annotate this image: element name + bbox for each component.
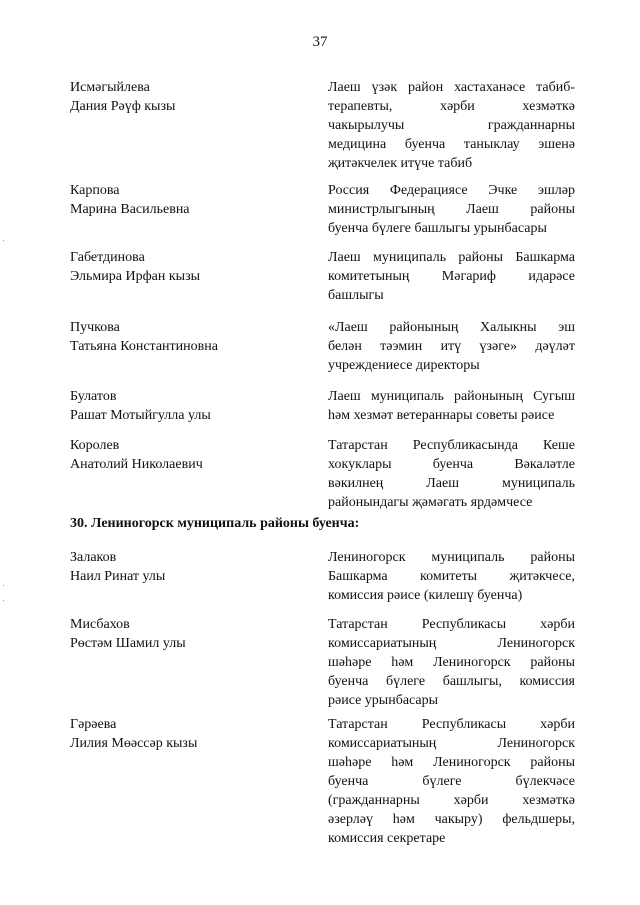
- member-surname: Пучкова: [70, 320, 120, 335]
- member-name: [70, 615, 300, 653]
- member-given-names: Татьяна Константиновна: [70, 339, 218, 354]
- member-given-names: Эльмира Ирфан кызы: [70, 269, 201, 284]
- member-name: [70, 436, 300, 474]
- member-surname: Королев: [70, 438, 120, 453]
- member-given-names: Анатолий Николаевич: [70, 457, 203, 472]
- member-name: [70, 548, 300, 586]
- member-given-names: Марина Васильевна: [70, 202, 190, 217]
- section-heading: 30. Лениногорск муниципаль районы буенча:: [70, 516, 360, 531]
- member-position: [328, 387, 575, 425]
- position-line: комиссия секретаре: [328, 831, 446, 846]
- member-position: [328, 715, 575, 848]
- member-surname: Булатов: [70, 389, 117, 404]
- position-line: Татарстан Республикасында Кеше: [328, 438, 575, 453]
- member-position: [328, 181, 575, 238]
- member-position: [328, 318, 575, 375]
- member-given-names: Наил Ринат улы: [70, 569, 166, 584]
- position-line: терапевты, хәрби хезмәткә: [328, 99, 575, 114]
- member-name: [70, 181, 300, 219]
- position-line: Лаеш үзәк район хастаханәсе табиб-: [328, 80, 575, 95]
- member-position: [328, 436, 575, 512]
- position-line: шәһәре һәм Лениногорск районы: [328, 755, 575, 770]
- position-line: белән тәэмин итү үзәге» дәүләт: [328, 339, 575, 354]
- member-name: [70, 387, 300, 425]
- member-name: [70, 318, 300, 356]
- position-line: Башкарма комитеты җитәкчесе,: [328, 569, 575, 584]
- position-line: Лаеш муниципаль районы Башкарма: [328, 250, 575, 265]
- position-line: медицина буенча таныклау эшенә: [328, 137, 575, 152]
- member-given-names: Рашат Мотыйгулла улы: [70, 408, 211, 423]
- position-line: буенча бүлеге башлыгы, комиссия: [328, 674, 575, 689]
- member-given-names: Дания Рәүф кызы: [70, 99, 176, 114]
- position-line: Лаеш муниципаль районының Сугыш: [328, 389, 575, 404]
- position-line: рәисе урынбасары: [328, 693, 439, 708]
- member-surname: Гәрәева: [70, 717, 117, 732]
- position-line: министрлыгының Лаеш районы: [328, 202, 575, 217]
- member-name: [70, 715, 300, 753]
- position-line: әзерләү һәм чакыру) фельдшеры,: [328, 812, 575, 827]
- member-name: [70, 78, 300, 116]
- position-line: (гражданнарны хәрби хезмәткә: [328, 793, 575, 808]
- member-surname: Габетдинова: [70, 250, 145, 265]
- position-line: шәһәре һәм Лениногорск районы: [328, 655, 575, 670]
- member-position: [328, 78, 575, 173]
- scan-mark: [3, 585, 4, 586]
- member-surname: Залаков: [70, 550, 117, 565]
- member-given-names: Лилия Мөәссәр кызы: [70, 736, 198, 751]
- position-line: учреждениесе директоры: [328, 358, 480, 373]
- position-line: чакырылучы гражданнарны: [328, 118, 575, 133]
- member-given-names: Рөстәм Шамил улы: [70, 636, 186, 651]
- position-line: «Лаеш районының Халыкны эш: [328, 320, 575, 335]
- position-line: Россия Федерациясе Эчке эшләр: [328, 183, 575, 198]
- position-line: комиссариатының Лениногорск: [328, 736, 575, 751]
- position-line: комиссариатының Лениногорск: [328, 636, 575, 651]
- member-surname: Карпова: [70, 183, 120, 198]
- position-line: комиссия рәисе (килешү буенча): [328, 588, 523, 603]
- member-name: [70, 248, 300, 286]
- position-line: Татарстан Республикасы хәрби: [328, 717, 575, 732]
- position-line: вәкилнең Лаеш муниципаль: [328, 476, 575, 491]
- position-line: һәм хезмәт ветераннары советы рәисе: [328, 408, 555, 423]
- member-surname: Исмәгыйлева: [70, 80, 150, 95]
- member-position: [328, 248, 575, 305]
- member-position: [328, 615, 575, 710]
- position-line: Татарстан Республикасы хәрби: [328, 617, 575, 632]
- position-line: хокуклары буенча Вәкаләтле: [328, 457, 575, 472]
- page-number: 37: [312, 34, 328, 50]
- position-line: районындагы җәмәгать ярдәмчесе: [328, 495, 533, 510]
- member-surname: Мисбахов: [70, 617, 130, 632]
- position-line: буенча бүлеге бүлекчәсе: [328, 774, 575, 789]
- position-line: Лениногорск муниципаль районы: [328, 550, 575, 565]
- position-line: буенча бүлеге башлыгы урынбасары: [328, 221, 547, 236]
- position-line: җитәкчелек итүче табиб: [328, 156, 473, 171]
- scan-mark: [3, 240, 4, 241]
- position-line: башлыгы: [328, 288, 384, 303]
- scan-mark: [3, 600, 4, 601]
- position-line: комитетының Мәгариф идарәсе: [328, 269, 575, 284]
- member-position: [328, 548, 575, 605]
